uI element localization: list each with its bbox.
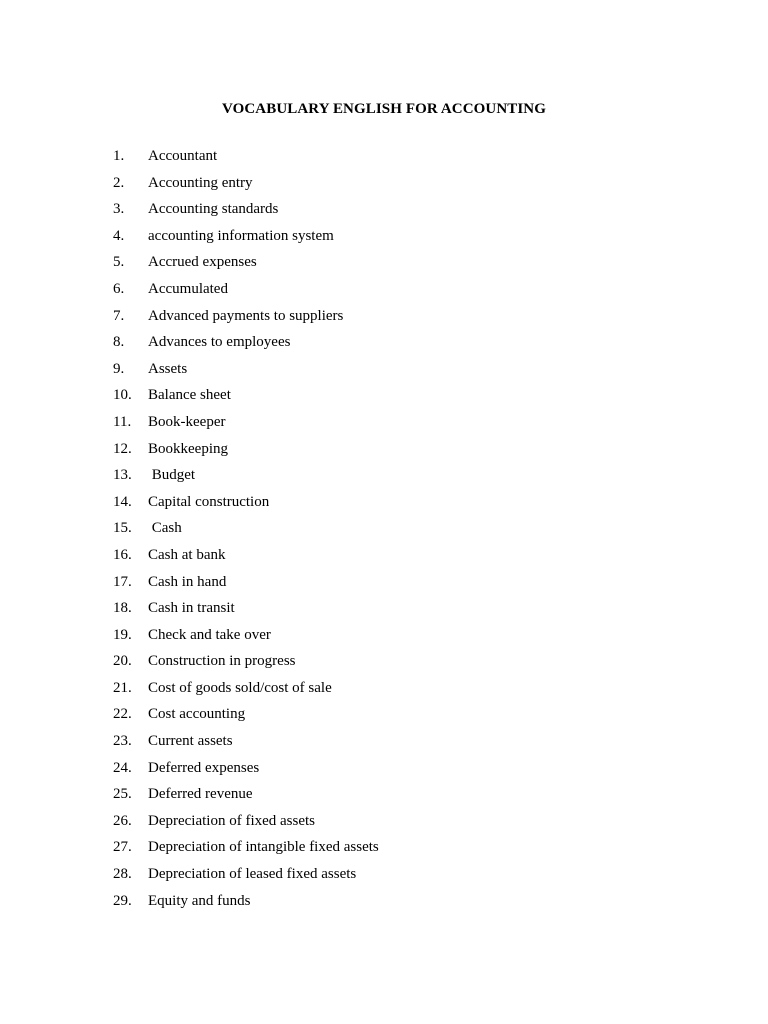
item-number: 8. <box>113 334 125 351</box>
item-number: 15. <box>113 520 132 537</box>
item-number: 13. <box>113 467 132 484</box>
item-term: accounting information system <box>148 227 334 244</box>
item-number: 17. <box>113 573 132 590</box>
item-number: 23. <box>113 733 132 750</box>
item-number: 6. <box>113 280 125 297</box>
item-number: 19. <box>113 626 132 643</box>
item-number: 9. <box>113 360 125 377</box>
item-number: 2. <box>113 174 125 191</box>
item-number: 14. <box>113 493 132 510</box>
item-term: Depreciation of leased fixed assets <box>148 866 357 883</box>
item-term: Accountant <box>148 148 218 164</box>
item-term: Construction in progress <box>148 653 296 670</box>
item-term: Cost accounting <box>148 706 246 723</box>
item-number: 16. <box>113 546 132 563</box>
item-term: Cost of goods sold/cost of sale <box>148 679 332 696</box>
item-number: 25. <box>113 786 132 803</box>
item-term: Deferred revenue <box>148 786 253 803</box>
item-number: 4. <box>113 227 125 244</box>
item-number: 26. <box>113 812 132 829</box>
item-number: 27. <box>113 839 132 856</box>
item-term: Accumulated <box>148 280 228 297</box>
item-term: Book-keeper <box>148 413 226 430</box>
item-number: 3. <box>113 201 125 218</box>
item-number: 21. <box>113 679 132 696</box>
page-title: VOCABULARY ENGLISH FOR ACCOUNTING <box>221 101 547 118</box>
item-number: 29. <box>113 892 132 909</box>
item-number: 1. <box>113 148 125 164</box>
item-term: Budget <box>148 467 196 484</box>
item-term: Advanced payments to suppliers <box>148 307 344 324</box>
item-term: Cash <box>148 520 182 537</box>
item-term: Cash in transit <box>148 600 235 617</box>
item-term: Accounting entry <box>148 174 253 191</box>
item-number: 12. <box>113 440 132 457</box>
item-number: 18. <box>113 600 132 617</box>
item-term: Cash at bank <box>148 546 226 563</box>
item-term: Accounting standards <box>148 201 279 218</box>
item-term: Accrued expenses <box>148 254 257 271</box>
item-number: 10. <box>113 387 132 404</box>
item-term: Balance sheet <box>148 387 231 404</box>
item-term: Assets <box>148 360 188 377</box>
item-term: Current assets <box>148 733 233 750</box>
item-term: Capital construction <box>148 493 270 510</box>
item-term: Cash in hand <box>148 573 227 590</box>
item-term: Deferred expenses <box>148 759 260 776</box>
item-term: Equity and funds <box>148 892 251 909</box>
item-term: Bookkeeping <box>148 440 228 457</box>
item-number: 11. <box>113 413 132 430</box>
item-term: Depreciation of fixed assets <box>148 812 316 829</box>
item-number: 24. <box>113 759 132 776</box>
item-term: Depreciation of intangible fixed assets <box>148 839 379 856</box>
item-term: Check and take over <box>148 626 271 643</box>
item-number: 28. <box>113 866 132 883</box>
item-number: 7. <box>113 307 125 324</box>
item-number: 20. <box>113 653 132 670</box>
item-term: Advances to employees <box>148 334 291 351</box>
item-number: 5. <box>113 254 125 271</box>
item-number: 22. <box>113 706 132 723</box>
